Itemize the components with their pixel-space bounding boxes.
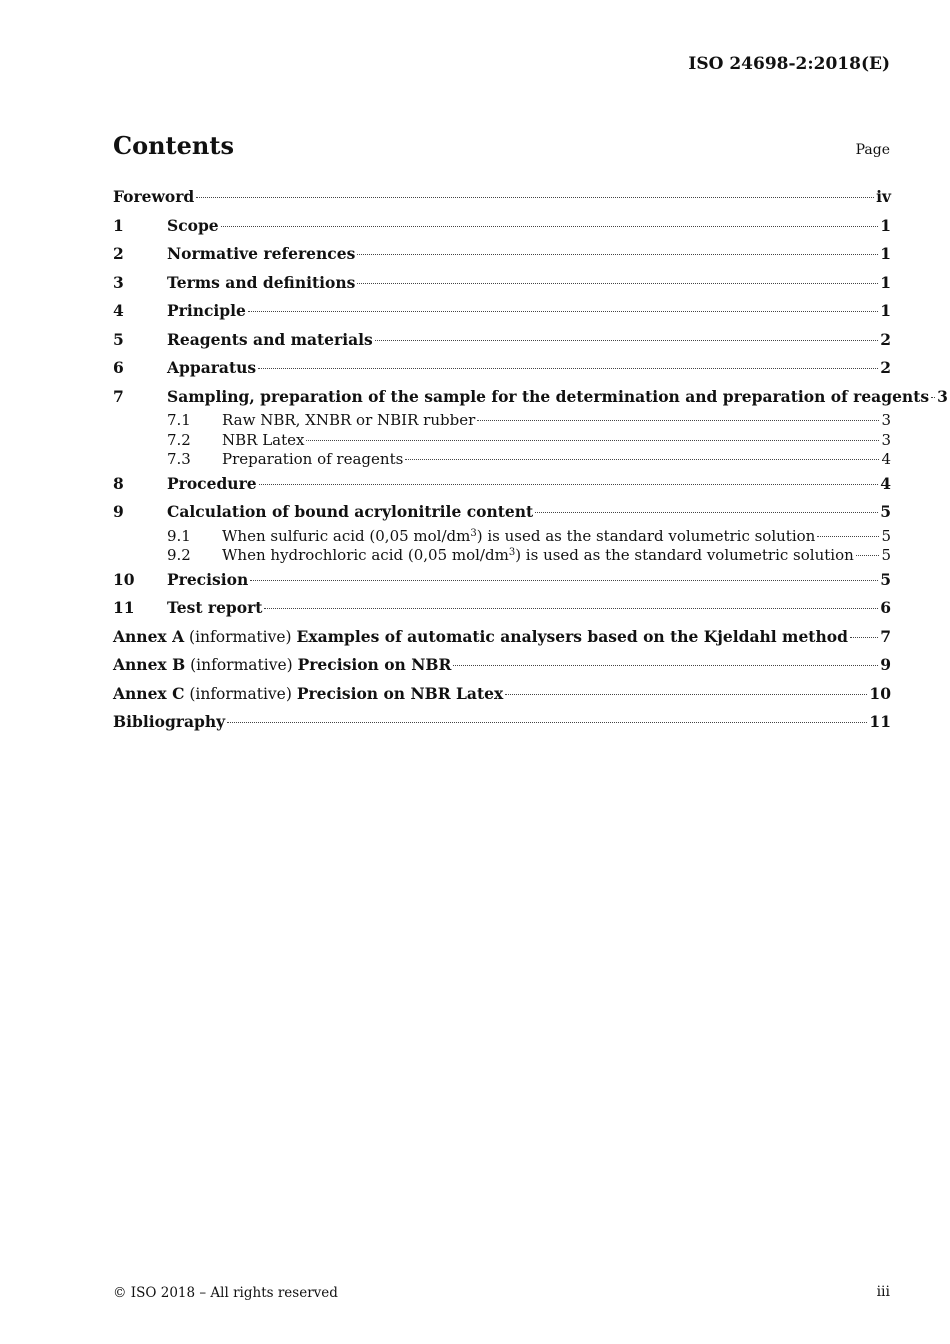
dot-leader — [535, 512, 878, 513]
toc-page: 6 — [880, 598, 891, 618]
toc-number: 9 — [113, 502, 124, 522]
toc-entry-7-2[interactable] — [113, 431, 891, 451]
dot-leader — [227, 722, 867, 723]
toc-entry-9[interactable] — [113, 498, 891, 527]
copyright-notice: © ISO 2018 – All rights reserved — [113, 1285, 338, 1301]
toc-page: 2 — [880, 329, 891, 349]
toc-title-part: When sulfuric acid (0,05 mol/dm — [222, 526, 471, 545]
toc-page: 1 — [880, 272, 891, 292]
dot-leader — [375, 340, 878, 341]
toc-title: Procedure — [167, 473, 257, 493]
toc-entry-7-3[interactable] — [113, 450, 891, 470]
toc-title: Scope — [167, 215, 219, 235]
toc-number: 7.1 — [167, 411, 191, 429]
dot-leader — [221, 226, 879, 227]
toc-page: 5 — [880, 502, 891, 522]
toc-entry-10[interactable] — [113, 566, 891, 595]
toc-page: 1 — [880, 301, 891, 320]
dot-leader — [357, 254, 878, 255]
annex-title: Precision on NBR — [297, 655, 452, 675]
toc-entry-5[interactable] — [113, 326, 891, 355]
dot-leader — [258, 368, 878, 369]
toc-entry-8[interactable] — [113, 470, 891, 499]
toc-number: 10 — [113, 569, 135, 589]
toc-title — [113, 651, 451, 680]
toc-title — [113, 680, 503, 709]
toc-title: Precision — [167, 569, 249, 589]
toc-page: 5 — [881, 526, 891, 545]
toc-page: 2 — [880, 358, 891, 377]
dot-leader — [357, 283, 878, 284]
toc-entry-9-2[interactable] — [113, 546, 891, 566]
superscript: 3 — [470, 527, 477, 539]
toc-number: 6 — [113, 358, 124, 377]
toc-title: Principle — [167, 301, 246, 320]
toc-entry-3[interactable] — [113, 269, 891, 298]
toc-number: 7 — [113, 386, 124, 406]
annex-label: Annex B — [113, 655, 186, 675]
dot-leader — [405, 459, 879, 460]
annex-label: Annex C — [113, 683, 185, 703]
toc-number: 7.3 — [167, 450, 191, 469]
toc-title: Preparation of reagents — [222, 450, 404, 469]
toc-number: 8 — [113, 473, 124, 493]
dot-leader — [264, 608, 878, 609]
dot-leader — [505, 694, 867, 695]
toc-page: 5 — [881, 546, 891, 565]
toc-title: Terms and definitions — [167, 272, 356, 292]
toc-page: 9 — [880, 655, 891, 675]
page-column-label: Page — [855, 142, 890, 158]
toc-page: 3 — [881, 430, 891, 449]
toc-page: 11 — [869, 712, 891, 732]
dot-leader — [850, 637, 878, 638]
page-number: iii — [876, 1284, 890, 1300]
toc-number: 11 — [113, 598, 135, 618]
toc-number: 2 — [113, 244, 124, 263]
toc-entry-4[interactable] — [113, 297, 891, 326]
toc-entry-foreword[interactable] — [113, 183, 891, 212]
toc-entry-annex-b[interactable] — [113, 651, 891, 680]
dot-leader — [250, 580, 878, 581]
dot-leader — [453, 665, 878, 666]
toc-title: NBR Latex — [222, 430, 305, 449]
toc-title: Calculation of bound acrylonitrile content — [167, 502, 534, 522]
toc-entry-9-1[interactable] — [113, 527, 891, 547]
toc-page: 4 — [880, 473, 891, 493]
toc-title: Normative references — [167, 244, 356, 263]
toc-title: Foreword — [113, 187, 195, 206]
toc-title: Apparatus — [167, 358, 257, 377]
toc-title: Raw NBR, XNBR or NBIR rubber — [222, 411, 476, 429]
toc-entry-annex-a[interactable] — [113, 623, 891, 652]
document-id: ISO 24698-2:2018(E) — [688, 54, 890, 74]
dot-leader — [931, 397, 935, 398]
toc-title-part: ) is used as the standard volumetric solution — [515, 546, 854, 565]
toc-entry-annex-c[interactable] — [113, 680, 891, 709]
table-of-contents — [113, 183, 948, 737]
dot-leader — [259, 484, 879, 485]
toc-title: Test report — [167, 598, 263, 618]
toc-page: iv — [876, 187, 891, 206]
annex-label: Annex A — [113, 626, 185, 646]
toc-number: 4 — [113, 301, 124, 320]
dot-leader — [817, 536, 879, 537]
annex-title: Precision on NBR Latex — [296, 683, 504, 703]
toc-page: 1 — [880, 244, 891, 263]
toc-title — [113, 623, 848, 652]
toc-title: Reagents and materials — [167, 329, 373, 349]
toc-title: Sampling, preparation of the sample for the determination and preparation of reagents — [167, 386, 930, 406]
toc-number: 1 — [113, 215, 124, 235]
annex-kind: (informative) — [185, 656, 298, 675]
annex-kind: (informative) — [184, 684, 297, 703]
superscript: 3 — [508, 547, 516, 559]
dot-leader — [248, 311, 878, 312]
toc-entry-2[interactable] — [113, 240, 891, 269]
annex-title: Examples of automatic analysers based on the Kjeldahl method — [296, 626, 848, 646]
toc-page: 10 — [869, 683, 891, 703]
dot-leader — [477, 420, 879, 421]
toc-entry-7-1[interactable] — [113, 411, 891, 431]
toc-number: 7.2 — [167, 430, 191, 449]
toc-entry-7[interactable] — [113, 383, 948, 412]
toc-number: 9.2 — [167, 546, 191, 565]
toc-page: 4 — [881, 450, 891, 469]
toc-number: 9.1 — [167, 526, 191, 545]
toc-title-part: ) is used as the standard volumetric solution — [476, 526, 816, 545]
toc-entry-11[interactable] — [113, 594, 891, 623]
toc-number: 5 — [113, 329, 124, 349]
toc-page: 3 — [881, 411, 891, 429]
dot-leader — [306, 440, 879, 441]
toc-title-part: When hydrochloric acid (0,05 mol/dm — [222, 546, 509, 565]
toc-entry-1[interactable] — [113, 212, 891, 241]
toc-page: 3 — [937, 386, 948, 406]
toc-page: 5 — [880, 569, 891, 589]
toc-title — [222, 527, 815, 547]
annex-kind: (informative) — [184, 627, 297, 646]
dot-leader — [856, 555, 880, 556]
toc-page: 1 — [880, 215, 891, 235]
toc-number: 3 — [113, 272, 124, 292]
toc-title — [222, 546, 854, 566]
toc-page: 7 — [880, 626, 891, 646]
toc-entry-6[interactable] — [113, 354, 891, 383]
contents-heading: Contents — [113, 131, 234, 160]
dot-leader — [196, 197, 874, 198]
toc-title: Bibliography — [113, 712, 226, 732]
toc-entry-bibliography[interactable] — [113, 708, 891, 737]
